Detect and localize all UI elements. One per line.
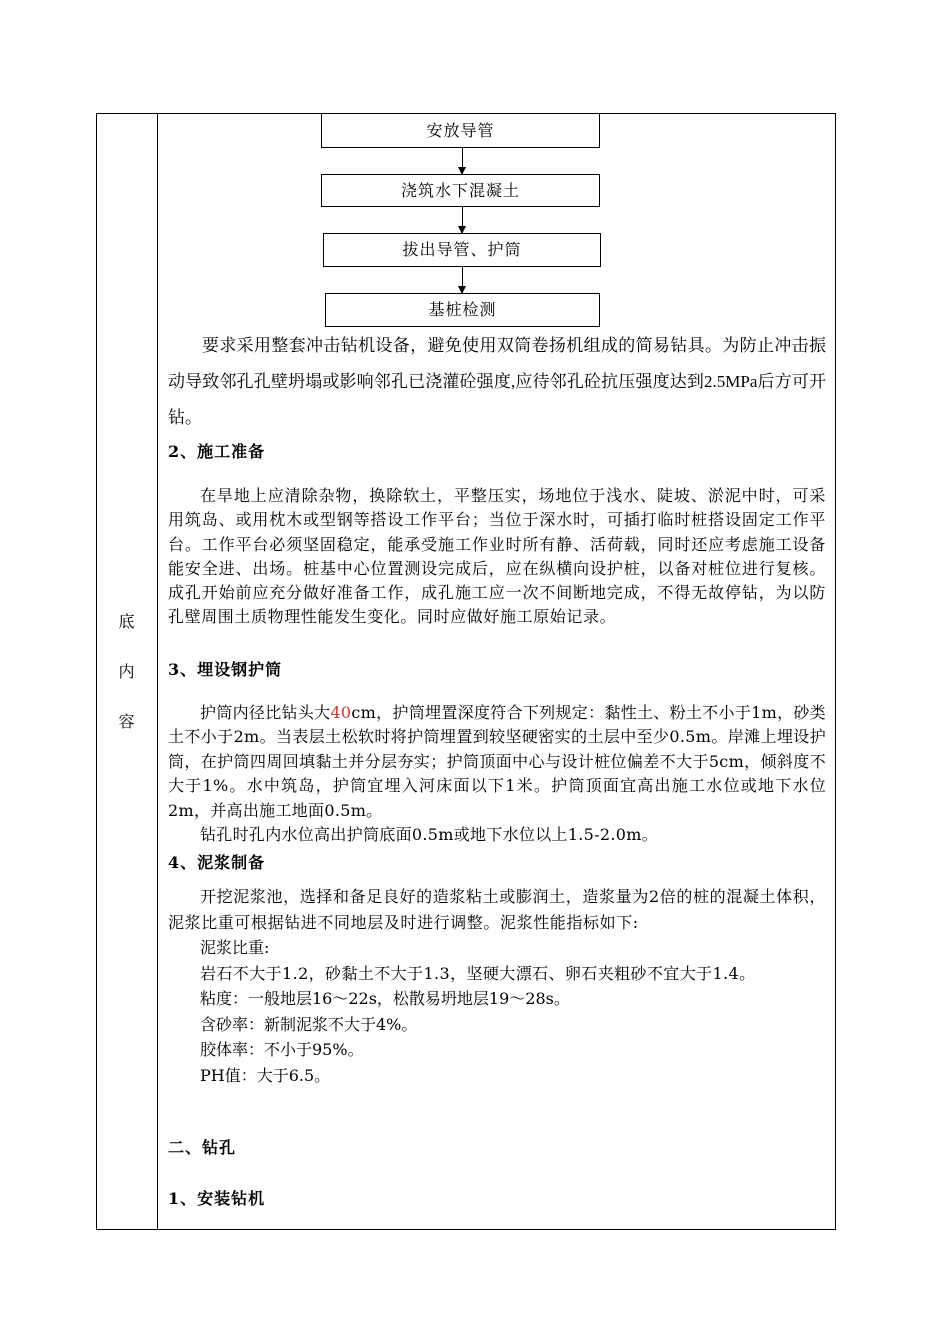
mud-colloid-rate: 胶体率：不小于95%。 bbox=[200, 1040, 364, 1059]
mud-viscosity: 粘度：一般地层16～22s，松散易坍地层19～28s。 bbox=[200, 989, 570, 1008]
section-3-body-highlight: 40 bbox=[330, 703, 352, 722]
section-4 bbox=[168, 851, 826, 875]
section-3-body-2: 钻孔时孔内水位高出护筒底面0.5m或地下水位以上1.5-2.0m。 bbox=[200, 825, 658, 845]
section-3-body-pre: 护筒内径比钻头大 bbox=[200, 703, 331, 722]
side-label-char-1: 底 bbox=[118, 612, 135, 631]
side-label-char-3: 容 bbox=[118, 712, 135, 731]
flow-arrow-2 bbox=[462, 207, 463, 233]
flow-step-pile-inspection: 基桩检测 bbox=[325, 293, 600, 327]
flow-arrow-3 bbox=[462, 267, 463, 293]
flow-step-remove-conduit-casing: 拔出导管、护筒 bbox=[323, 233, 601, 267]
mud-specific-gravity-label: 泥浆比重: bbox=[200, 938, 270, 957]
section-2 bbox=[168, 440, 826, 464]
chapter-2 bbox=[168, 1136, 826, 1160]
section-2-body-block bbox=[168, 484, 826, 630]
sub-section-1 bbox=[168, 1187, 826, 1211]
table-column-divider bbox=[157, 113, 158, 1230]
section-3-body-post: cm，护筒埋置深度符合下列规定：黏性土、粉土不小于1m，砂类土不小于2m。当表层土松软时将护筒埋置到较坚硬密实的土层中至少0.5m。岸滩上埋设护筒，在护筒四周回填黏土并分层夯实；护筒顶面中心与设计桩位偏差不大于5cm，倾斜度不大于1%。水中筑岛，护筒宜埋入河床面以下1米。护筒顶面宜高出施工水位或地下水位2m，并高出施工地面0.5m。 bbox=[168, 703, 826, 820]
intro-block bbox=[168, 328, 826, 436]
section-2-heading: 2、施工准备 bbox=[168, 442, 266, 461]
section-4-heading: 4、泥浆制备 bbox=[168, 853, 266, 872]
section-3-body bbox=[168, 701, 826, 823]
section-3-body-block bbox=[168, 701, 826, 847]
flow-step-place-conduit: 安放导管 bbox=[321, 113, 600, 148]
flow-step-pour-underwater-concrete: 浇筑水下混凝土 bbox=[321, 174, 600, 207]
mud-specific-gravity-text: 岩石不大于1.2，砂黏土不大于1.3，坚硬大漂石、卵石夹粗砂不宜大于1.4。 bbox=[200, 963, 756, 983]
section-4-body: 开挖泥浆池，选择和备足良好的造浆粘土或膨润土，造浆量为2倍的桩的混凝土体积，泥浆比重可根据钻进不同地层及时进行调整。泥浆性能指标如下: bbox=[168, 887, 826, 932]
section-4-body-block bbox=[168, 884, 826, 1088]
section-3 bbox=[168, 658, 826, 682]
flow-arrow-1 bbox=[462, 148, 463, 174]
mud-ph: PH值：大于6.5。 bbox=[200, 1065, 331, 1085]
mud-sand-content: 含砂率：新制泥浆不大于4%。 bbox=[200, 1014, 418, 1034]
side-label-char-2: 内 bbox=[118, 662, 135, 681]
section-3-heading: 3、埋设钢护筒 bbox=[168, 660, 283, 679]
intro-paragraph: 要求采用整套冲击钻机设备，避免使用双筒卷扬机组成的简易钻具。为防止冲击振动导致邻孔孔壁坍塌或影响邻孔已浇灌砼强度,应待邻孔砼抗压强度达到2.5MPa后方可开钻。 bbox=[168, 336, 826, 427]
section-2-body: 在旱地上应清除杂物，换除软土，平整压实，场地位于浅水、陡坡、淤泥中时，可采用筑岛、或用枕木或型钢等搭设工作平台；当位于深水时，可插打临时桩搭设固定工作平台。工作平台必须坚固稳定，能承受施工作业时所有静、活荷载，同时还应考虑施工设备能安全进、出场。桩基中心位置测设完成后，应在纵横向设护桩，以备对桩位进行复核。成孔开始前应充分做好准备工作，成孔施工应一次不间断地完成，不得无故停钻，为以防孔壁周围土质物理性能发生变化。同时应做好施工原始记录。 bbox=[168, 486, 826, 627]
sub-section-1-heading: 1、安装钻机 bbox=[168, 1189, 266, 1208]
chapter-2-heading: 二、钻孔 bbox=[168, 1138, 237, 1157]
